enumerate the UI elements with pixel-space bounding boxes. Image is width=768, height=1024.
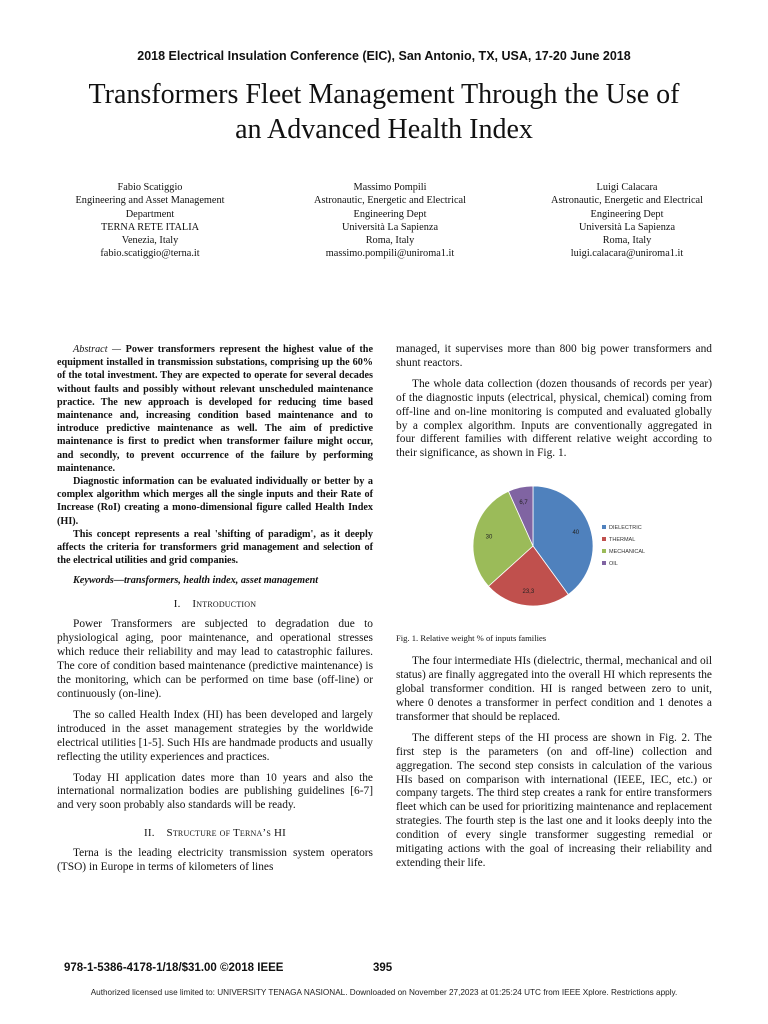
author-location: Roma, Italy — [365, 235, 415, 247]
abstract-text: Power transformers represent the highest value of the equipment installed in transmission substations, comprising up the 60% of the total investment. They are expected to operate for several decades without faults and possibly without relevant unscheduled maintenance practice. The new approach is developed for reducing time based maintenance and, increasing condition based maintenance and to introduce predictive maintenance as well. The aim of predictive maintenance is first to predict when transformer failure might occur, and secondly, to prevent occurrence of the failure by performing maintenance. — [57, 344, 373, 474]
author-affiliation: Astronautic, Energetic and Electrical — [551, 195, 703, 207]
author-affiliation: Engineering Dept — [353, 208, 427, 220]
introduction-body — [57, 618, 373, 813]
footer-isbn: 978-1-5386-4178-1/18/$31.00 ©2018 IEEE — [64, 962, 284, 974]
author-location: Venezia, Italy — [121, 235, 179, 247]
section-title: Structure of Terna’s HI — [166, 827, 286, 840]
abstract-paragraph: Diagnostic information can be evaluated individually or better by a complex algorithm which merges all the single inputs and their Rate of Increase (RoI) creating a mono-dimensional figure called Health Index (HI). — [57, 476, 373, 527]
pie-data-label: 23,3 — [522, 589, 535, 596]
figure-1 — [396, 471, 712, 617]
author-affiliation: Astronautic, Energetic and Electrical — [314, 195, 466, 207]
section-number: II. — [144, 827, 155, 840]
legend-label: THERMAL — [609, 537, 636, 544]
page-number: 395 — [373, 962, 393, 974]
pie-data-label: 6,7 — [519, 500, 528, 507]
body-paragraph: The whole data collection (dozen thousands of records per year) of the diagnostic inputs (electrical, physical, chemical) coming from off-line and on-line monitoring is computed and evaluated globally by a complex algorithm. Inputs are conventionally aggregated in four different families with different relative weight according to their significance, as shown in Fig. 1. — [396, 377, 712, 460]
right-column — [396, 343, 712, 878]
section-number: I. — [173, 598, 181, 611]
pie-data-label: 40 — [572, 530, 580, 537]
author-affiliation: Department — [125, 208, 175, 220]
paper-title — [30, 77, 738, 147]
right-body-continued — [396, 655, 712, 871]
author-name: Massimo Pompili — [353, 182, 427, 193]
legend-label: OIL — [609, 561, 618, 568]
author-affiliation: Engineering Dept — [590, 208, 664, 220]
pie-data-label: 30 — [485, 534, 493, 541]
author-email: massimo.pompili@uniroma1.it — [325, 248, 455, 260]
keywords: Keywords—transformers, health index, asset management — [73, 575, 319, 587]
section-heading-structure — [57, 827, 373, 839]
left-column — [57, 343, 373, 882]
body-paragraph: The different steps of the HI process are shown in Fig. 2. The first step is the parameters (on and off-line) collection and aggregation. The second step consists in calculation of the various HIs based on comparison with international (IEEE, IEC, etc.) or company targets. The third step creates a rank for entire transformers fleet which can be used for prioritizing maintenance and replacement strategies. The fourth step is the last one and it looks deeply into the condition of every single transformer suggesting remedial or mitigating actions with the goal of increasing their reliability and extending their life. — [396, 731, 712, 869]
author-block — [40, 181, 740, 261]
legend-label: MECHANICAL — [609, 549, 646, 556]
author-email: fabio.scatiggio@terna.it — [100, 248, 200, 260]
right-body — [396, 343, 712, 461]
abstract-paragraph — [57, 343, 373, 475]
body-paragraph: Power Transformers are subjected to degradation due to physiological aging, poor maintenance, and operational stresses which reduce their reliability and may lead to catastrophic failures. The core of condition based maintenance (predictive maintenance) is the monitoring, which can be performed on time base (off-line) or continuously (on-line). — [57, 618, 373, 700]
legend-swatch — [602, 561, 606, 565]
author-2 — [280, 181, 500, 261]
section-title: Introduction — [192, 598, 257, 611]
body-paragraph: Today HI application dates more than 10 years and also the international normalization bodies are publishing guidelines [6-7] and very soon probably also standards will be ready. — [57, 771, 373, 812]
chart-legend — [602, 525, 645, 567]
legend-label: DIELECTRIC — [609, 525, 642, 532]
section-heading-introduction — [57, 598, 373, 610]
author-organization: TERNA RETE ITALIA — [100, 221, 200, 233]
conference-header: 2018 Electrical Insulation Conference (EIC), San Antonio, TX, USA, 17-20 June 2018 — [137, 49, 631, 63]
author-organization: Università La Sapienza — [578, 221, 676, 233]
author-affiliation: Engineering and Asset Management — [75, 195, 225, 207]
abstract-lead: Abstract — — [73, 344, 122, 355]
paper-title-line2: an Advanced Health Index — [235, 114, 533, 145]
figure-caption: Fig. 1. Relative weight % of inputs families — [396, 633, 547, 644]
author-email: luigi.calacara@uniroma1.it — [570, 248, 684, 260]
author-location: Roma, Italy — [602, 235, 652, 247]
pie-chart — [396, 471, 712, 617]
abstract — [57, 343, 373, 567]
body-paragraph: Terna is the leading electricity transmission system operators (TSO) in Europe in terms of kilometers of lines — [57, 847, 373, 874]
abstract-paragraph: This concept represents a real 'shifting of paradigm', as it deeply affects the criteria for transformers grid management and selection of the electrical utilities and grid companies. — [57, 528, 373, 567]
license-notice: Authorized licensed use limited to: UNIVERSITY TENAGA NASIONAL. Downloaded on November 27,2023 at 01:25:24 UTC from IEEE Xplore. Restrictions apply. — [90, 988, 678, 997]
author-3 — [517, 181, 737, 261]
legend-swatch — [602, 525, 606, 529]
legend-swatch — [602, 549, 606, 553]
body-paragraph: managed, it supervises more than 800 big power transformers and shunt reactors. — [396, 343, 712, 369]
legend-swatch — [602, 537, 606, 541]
structure-body — [57, 847, 373, 875]
paper-title-line1: Transformers Fleet Management Through the Use of — [88, 79, 680, 110]
author-name: Luigi Calacara — [596, 182, 658, 193]
body-paragraph: The four intermediate HIs (dielectric, thermal, mechanical and oil status) are finally aggregated into the overall HI which represents the global transformer condition. HI is ranged between zero to unit, where 0 denotes a transformer in perfect condition and 1 denotes a transformer that should be replaced. — [396, 655, 712, 723]
body-paragraph: The so called Health Index (HI) has been developed and largely introduced in the asset management strategies by the worldwide electrical utilities [1-5]. Such HIs are handmade products and usually reflecting the utility experiences and practices. — [57, 708, 373, 763]
author-1 — [40, 181, 260, 261]
author-name: Fabio Scatiggio — [117, 182, 183, 193]
author-organization: Università La Sapienza — [341, 221, 439, 233]
